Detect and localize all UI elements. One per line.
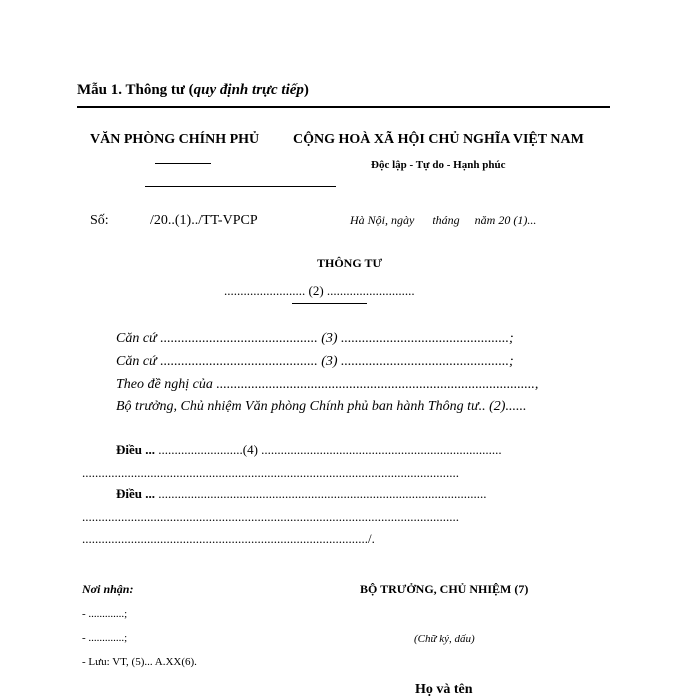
article-2-label: Điều ... (116, 486, 155, 501)
recipient-item-2: - .............; (82, 632, 128, 644)
agency-separator (145, 186, 336, 187)
article-2-continuation: .................................................................................................................... (82, 509, 459, 524)
article-1 (116, 442, 502, 458)
doc-subject: ......................... (2) ........................... (224, 283, 415, 298)
nation-motto: Độc lập - Tự do - Hạnh phúc (371, 159, 506, 171)
signature-title: BỘ TRƯỞNG, CHỦ NHIỆM (7) (360, 582, 529, 596)
preamble-basis-2: Căn cứ ............................................. (3) ................................................; (116, 354, 514, 369)
doc-type-title: THÔNG TƯ (317, 256, 383, 270)
doc-number-label: Số: (90, 213, 109, 228)
form-label-text: Mẫu 1. Thông tư ( (77, 82, 194, 98)
preamble-promulgation: Bộ trưởng, Chủ nhiệm Văn phòng Chính phủ ban hành Thông tư.. (2)...... (116, 399, 527, 414)
form-label-italic: quy định trực tiếp (193, 82, 304, 98)
agency-name: VĂN PHÒNG CHÍNH PHỦ (90, 132, 260, 147)
article-2 (116, 486, 487, 502)
form-label-close: ) (303, 82, 309, 98)
signature-note: (Chữ ký, dấu) (414, 633, 475, 645)
place-date: Hà Nội, ngày tháng năm 20 (1)... (350, 213, 537, 227)
article-1-text: ..........................(4) .......................................................................... (158, 442, 502, 457)
signer-name: Họ và tên (415, 682, 473, 697)
article-2-end: ......................................................................................../. (82, 531, 375, 546)
article-2-text: ..................................................................................................... (158, 486, 487, 501)
header-rule (77, 106, 610, 108)
doc-number-value: /20..(1)../TT-VPCP (150, 213, 258, 228)
form-label (77, 82, 309, 99)
recipient-item-archive: - Lưu: VT, (5)... A.XX(6). (82, 656, 197, 668)
nation-title: CỘNG HOÀ XÃ HỘI CHỦ NGHĨA VIỆT NAM (293, 132, 584, 147)
preamble-proposal: Theo đề nghị của ..........................................................................................., (116, 377, 539, 392)
article-1-continuation: .................................................................................................................... (82, 465, 459, 480)
article-1-label: Điều ... (116, 442, 155, 457)
preamble-basis-1: Căn cứ ............................................. (3) ................................................; (116, 331, 514, 346)
recipients-label: Nơi nhận: (82, 582, 134, 596)
agency-underline (155, 163, 211, 164)
title-underline (292, 303, 367, 304)
recipient-item-1: - .............; (82, 608, 128, 620)
